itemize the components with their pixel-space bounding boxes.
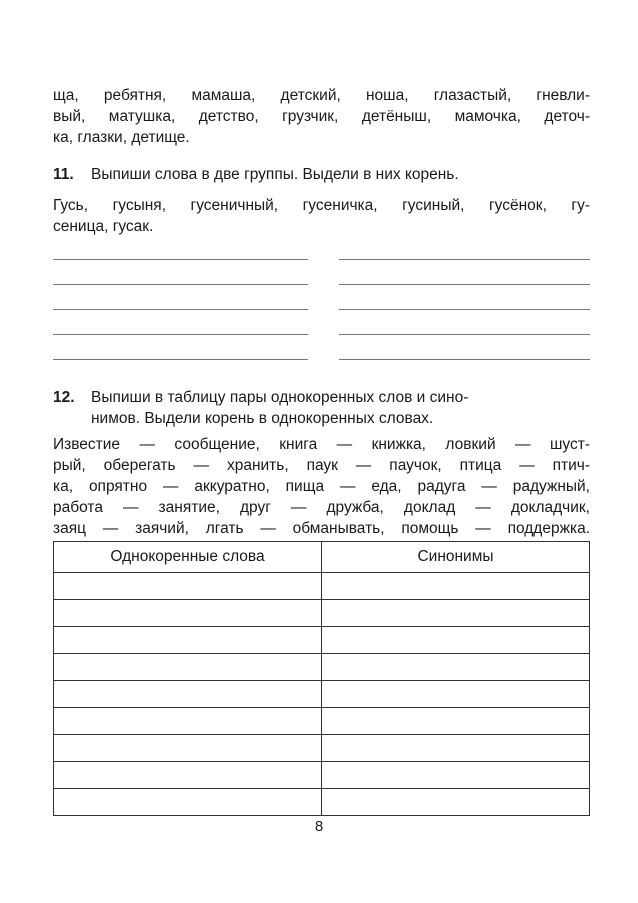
task-11-text-line: сеница, гусак. — [53, 218, 154, 235]
task-12-heading — [53, 387, 590, 429]
task-12-text-line: Известие — сообщение, книга — книжка, ловкий — шуст- — [53, 436, 590, 453]
table-cell[interactable] — [54, 789, 322, 816]
table-row — [54, 708, 590, 735]
table-cell[interactable] — [322, 762, 590, 789]
intro-line: ща, ребятня, мамаша, детский, ноша, глазастый, гневли- — [53, 87, 590, 104]
write-line-left[interactable] — [53, 359, 308, 360]
table-cell[interactable] — [322, 735, 590, 762]
table-cell[interactable] — [322, 573, 590, 600]
table-row — [54, 573, 590, 600]
table-cell[interactable] — [54, 735, 322, 762]
table-cell[interactable] — [54, 654, 322, 681]
table-header-row — [54, 542, 590, 573]
task-11-instruction: Выпиши слова в две группы. Выдели в них корень. — [91, 166, 459, 183]
intro-line: вый, матушка, детство, грузчик, детёныш, мамочка, деточ- — [53, 108, 590, 125]
task-12-instruction-line: Выпиши в таблицу пары однокоренных слов и сино- — [91, 389, 469, 406]
page-number: 8 — [314, 818, 324, 835]
table-cell[interactable] — [322, 708, 590, 735]
task-12-number: 12. — [53, 389, 75, 406]
table-cell[interactable] — [322, 627, 590, 654]
table-cell[interactable] — [54, 573, 322, 600]
column-header-cognates: Однокоренные слова — [54, 542, 322, 573]
write-line-left[interactable] — [53, 259, 308, 260]
table-cell[interactable] — [54, 627, 322, 654]
task-12-text-line: заяц — заячий, лгать — обманывать, помощь — поддержка. — [53, 520, 590, 537]
task-11-heading — [53, 164, 590, 185]
write-line-left[interactable] — [53, 334, 308, 335]
task-12-instruction-line: нимов. Выдели корень в однокоренных словах. — [91, 410, 434, 427]
intro-paragraph — [53, 85, 590, 148]
write-line-right[interactable] — [339, 259, 590, 260]
intro-line: ка, глазки, детище. — [53, 129, 190, 146]
table-cell[interactable] — [54, 681, 322, 708]
table-cell[interactable] — [322, 600, 590, 627]
column-header-synonyms: Синонимы — [322, 542, 590, 573]
table-cell[interactable] — [54, 708, 322, 735]
answer-table — [53, 541, 590, 816]
task-12-text — [53, 434, 590, 539]
table-row — [54, 681, 590, 708]
task-11-text — [53, 195, 590, 237]
task-12-text-line: рый, оберегать — хранить, паук — паучок, птица — птич- — [53, 457, 590, 474]
table-cell[interactable] — [54, 600, 322, 627]
write-line-right[interactable] — [339, 334, 590, 335]
write-line-left[interactable] — [53, 309, 308, 310]
table-row — [54, 735, 590, 762]
write-line-right[interactable] — [339, 284, 590, 285]
table-row — [54, 600, 590, 627]
table-cell[interactable] — [322, 681, 590, 708]
table-cell[interactable] — [322, 654, 590, 681]
table-row — [54, 654, 590, 681]
task-11-text-line: Гусь, гусыня, гусеничный, гусеничка, гусиный, гусёнок, гу- — [53, 197, 590, 214]
write-line-left[interactable] — [53, 284, 308, 285]
write-line-right[interactable] — [339, 309, 590, 310]
table-row — [54, 762, 590, 789]
write-line-right[interactable] — [339, 359, 590, 360]
task-12-text-line: работа — занятие, друг — дружба, доклад — докладчик, — [53, 499, 590, 516]
table-cell[interactable] — [322, 789, 590, 816]
table-cell[interactable] — [54, 762, 322, 789]
table-row — [54, 789, 590, 816]
task-11-number: 11. — [53, 166, 74, 183]
task-12-text-line: ка, опрятно — аккуратно, пища — еда, радуга — радужный, — [53, 478, 590, 495]
table-row — [54, 627, 590, 654]
